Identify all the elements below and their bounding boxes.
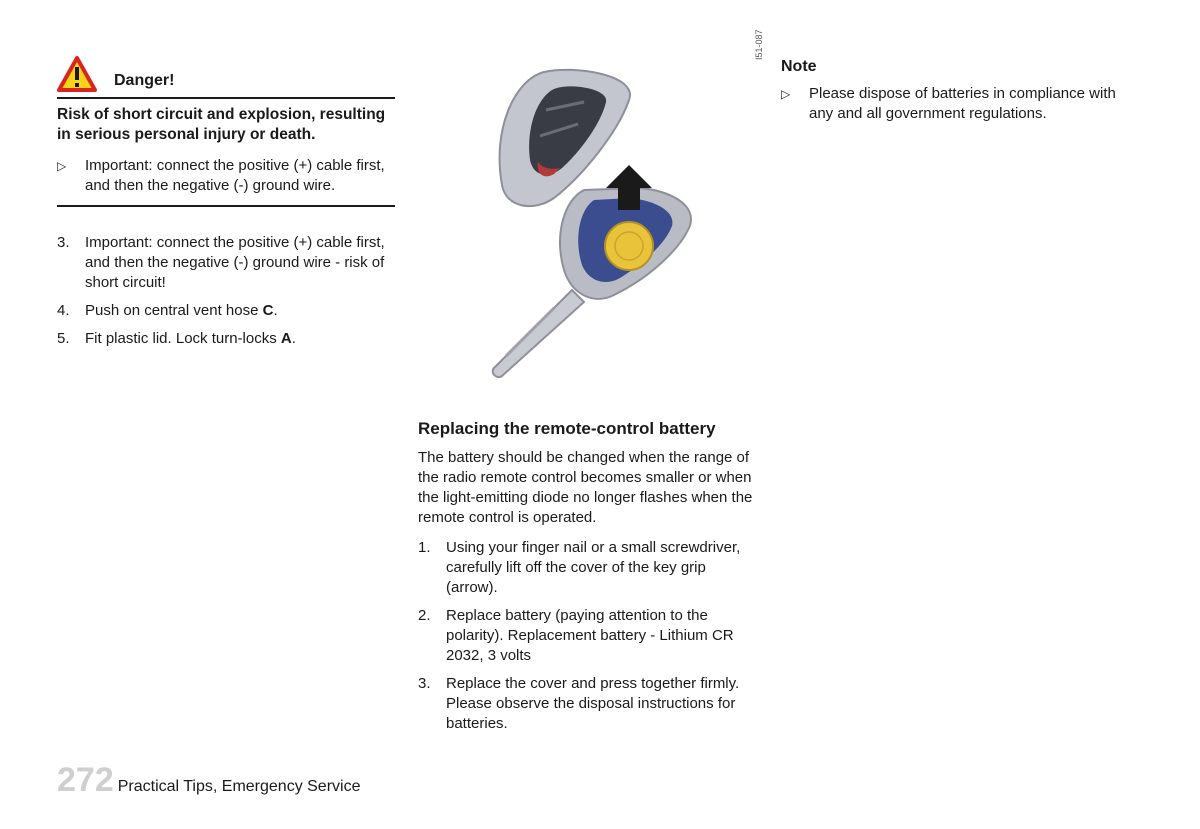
right-column: [781, 58, 1121, 124]
battery-step-list: [418, 538, 758, 734]
note-text: Please dispose of batteries in compliance with any and all government regulations.: [809, 85, 1116, 122]
left-step-list: [57, 233, 395, 349]
note-item: [781, 84, 1121, 124]
page-number: 272: [57, 761, 114, 799]
section-title: Replacing the remote-control battery: [418, 419, 716, 438]
danger-instruction-text: Important: connect the positive (+) cable first, and then the negative (-) ground wire.: [85, 157, 385, 194]
step-number: 3.: [57, 234, 70, 251]
step-text: Replace the cover and press together firmly. Please observe the disposal instructions for batteries.: [446, 675, 740, 732]
warning-triangle-icon: [57, 56, 97, 92]
list-item: [418, 674, 758, 734]
step-text: Push on central vent hose C.: [85, 302, 278, 319]
danger-bottom-divider: [57, 205, 395, 207]
danger-text: Risk of short circuit and explosion, resulting in serious personal injury or death.: [57, 106, 386, 143]
note-title: Note: [781, 58, 817, 75]
key-battery-illustration: [434, 29, 764, 390]
list-item: [57, 329, 395, 349]
step-number: 4.: [57, 302, 70, 319]
figure-code: I51-087: [754, 29, 764, 60]
danger-header: [57, 52, 395, 92]
step-text: Using your finger nail or a small screwdriver, carefully lift off the cover of the key grip (arrow).: [446, 539, 741, 596]
section-intro: The battery should be changed when the range of the radio remote control becomes smaller or when the light-emitting diode no longer flashes when the remote control is operated.: [418, 449, 753, 526]
list-item: [57, 233, 395, 293]
middle-column: [418, 29, 764, 742]
step-number: 1.: [418, 539, 431, 556]
footer-section-title: Practical Tips, Emergency Service: [117, 778, 361, 795]
danger-title: Danger!: [114, 72, 175, 89]
step-text: Important: connect the positive (+) cable first, and then the negative (-) ground wire - risk of short circuit!: [85, 234, 385, 291]
arrow-bullet-icon: ▷: [57, 159, 67, 173]
list-item: [418, 606, 758, 666]
left-column: [57, 52, 395, 357]
danger-instruction: [57, 156, 395, 196]
step-number: 3.: [418, 675, 431, 692]
arrow-bullet-icon: ▷: [781, 87, 791, 101]
step-number: 5.: [57, 330, 70, 347]
danger-top-divider: [57, 97, 395, 99]
step-text: Replace battery (paying attention to the polarity). Replacement battery - Lithium CR 2032, 3 volts: [446, 607, 734, 664]
step-number: 2.: [418, 607, 431, 624]
page-footer: [57, 763, 360, 797]
key-body: [493, 188, 691, 377]
remote-key-image: [434, 50, 734, 390]
step-text: Fit plastic lid. Lock turn-locks A.: [85, 330, 296, 347]
list-item: [57, 301, 395, 321]
list-item: [418, 538, 758, 598]
battery-cell: [605, 222, 653, 270]
